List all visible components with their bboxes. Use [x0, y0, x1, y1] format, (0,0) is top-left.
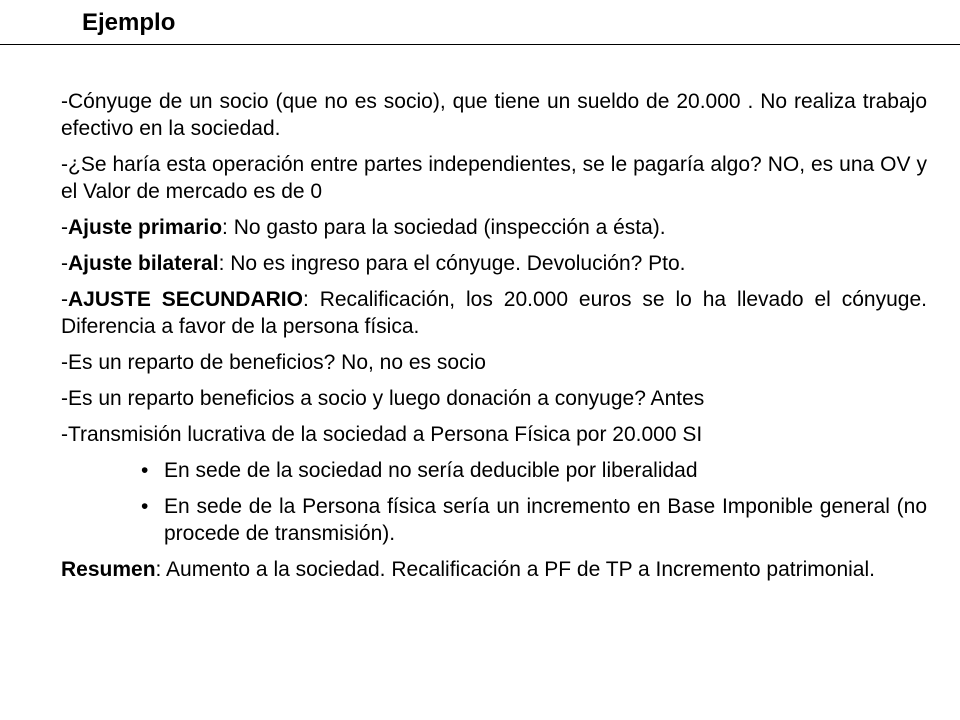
- paragraph-summary: [61, 556, 927, 583]
- paragraph-lucrative-transfer: -Transmisión lucrativa de la sociedad a Persona Física por 20.000 SI: [61, 423, 703, 446]
- dash-prefix: -: [61, 288, 68, 311]
- bilateral-adjustment-text: : No es ingreso para el cónyuge. Devolución? Pto.: [218, 252, 686, 275]
- paragraph-primary-adjustment: [61, 214, 927, 241]
- bullet-item-natural-person: [61, 493, 927, 547]
- paragraph-profit-distribution: -Es un reparto de beneficios? No, no es socio: [61, 351, 486, 374]
- paragraph-donation-question: -Es un reparto beneficios a socio y luego donación a conyuge? Antes: [61, 387, 705, 410]
- bullet-text: En sede de la sociedad no sería deducible por liberalidad: [164, 459, 698, 482]
- paragraph-bilateral-adjustment: [61, 250, 927, 277]
- primary-adjustment-text: : No gasto para la sociedad (inspección a ésta).: [222, 216, 666, 239]
- summary-text: : Aumento a la sociedad. Recalificación a PF de TP a Incremento patrimonial.: [155, 558, 875, 581]
- slide-content: [61, 88, 927, 592]
- paragraph-independent-parties: -¿Se haría esta operación entre partes independientes, se le pagaría algo? NO, es una OV y el Valor de mercado es de 0: [61, 153, 927, 203]
- bullet-item-company: [61, 457, 927, 484]
- title-divider: [0, 44, 960, 45]
- term-primary-adjustment: Ajuste primario: [68, 216, 223, 239]
- paragraph-spouse-salary: -Cónyuge de un socio (que no es socio), que tiene un sueldo de 20.000 . No realiza trabajo efectivo en la sociedad.: [61, 90, 927, 140]
- bullet-text: En sede de la Persona física sería un incremento en Base Imponible general (no procede de transmisión).: [164, 495, 927, 545]
- term-secondary-adjustment: AJUSTE SECUNDARIO: [68, 288, 303, 311]
- slide-title: Ejemplo: [82, 9, 176, 36]
- term-summary: Resumen: [61, 558, 156, 581]
- bullet-icon: •: [141, 459, 149, 482]
- dash-prefix: -: [61, 252, 68, 275]
- secondary-adjustment-text: : Recalificación, los 20.000 euros se lo ha llevado el cónyuge. Diferencia a favor de la persona física.: [61, 288, 927, 338]
- bullet-icon: •: [141, 495, 149, 518]
- paragraph-secondary-adjustment: [61, 286, 927, 340]
- dash-prefix: -: [61, 216, 68, 239]
- term-bilateral-adjustment: Ajuste bilateral: [68, 252, 219, 275]
